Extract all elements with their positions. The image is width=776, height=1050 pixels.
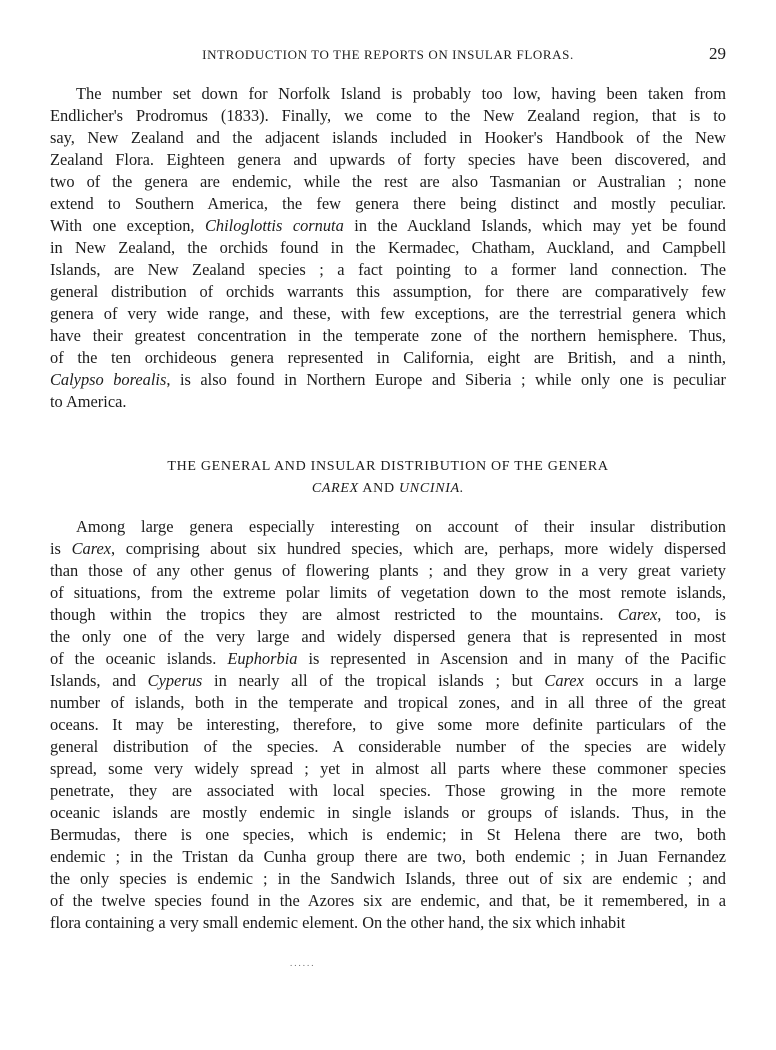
text-line: The number set down for Norfolk Island is probably too low, having been taken from: [76, 84, 726, 103]
heading-and: AND: [358, 481, 399, 496]
text-segment: though within the tropics they are almost restricted to the mountains.: [50, 605, 618, 624]
genus-carex-heading: CAREX: [311, 481, 359, 496]
italic-term: Carex: [71, 539, 112, 558]
italic-term: Euphorbia: [227, 649, 298, 668]
text-line: oceans. It may be interesting, therefore, to give some more definite particulars of the: [50, 715, 726, 734]
text-line: number of islands, both in the temperate and tropical zones, and in all three of the great: [50, 693, 726, 712]
text-line: of situations, from the extreme polar limits of vegetation down to the most remote islands,: [50, 583, 726, 602]
italic-term: Carex: [617, 605, 658, 624]
text-segment: , too, is: [657, 605, 726, 624]
text-line: Zealand Flora. Eighteen genera and upwards of forty species have been discovered, and: [50, 150, 726, 169]
section-heading-line2: [50, 478, 726, 500]
page-number: 29: [709, 44, 726, 63]
text-line: extend to Southern America, the few genera there being distinct and mostly peculiar.: [50, 194, 726, 213]
text-line: [50, 648, 726, 670]
running-head: [50, 44, 726, 66]
text-line: the only species is endemic ; in the Sandwich Islands, three out of six are endemic ; and: [50, 869, 726, 888]
italic-term: Calypso borealis: [50, 370, 167, 389]
text-line: Among large genera especially interesting on account of their insular distribution: [76, 517, 726, 536]
page: [50, 0, 726, 1050]
text-line: [50, 369, 726, 391]
text-line: [50, 215, 726, 237]
text-line: endemic ; in the Tristan da Cunha group there are two, both endemic ; in Juan Fernandez: [50, 847, 726, 866]
text-line: Endlicher's Prodromus (1833). Finally, we come to the New Zealand region, that is to: [50, 106, 726, 125]
text-line: [50, 604, 726, 626]
text-line: Bermudas, there is one species, which is endemic; in St Helena there are two, both: [50, 825, 726, 844]
italic-term: Carex: [544, 671, 584, 690]
italic-term: Cyperus: [147, 671, 203, 690]
paragraph-orchids: [50, 83, 726, 413]
section-heading-line1: THE GENERAL AND INSULAR DISTRIBUTION OF THE GENERA: [167, 459, 609, 474]
paragraph-carex: [50, 516, 726, 934]
text-segment: is: [50, 539, 72, 558]
text-segment: , comprising about six hundred species, which are, perhaps, more widely dispersed: [111, 539, 727, 558]
text-segment: , is also found in Northern Europe and Siberia ; while only one is peculiar: [166, 370, 726, 389]
genus-uncinia-heading: UNCINIA.: [399, 481, 465, 496]
text-segment: of the oceanic islands.: [50, 649, 228, 668]
text-line: penetrate, they are associated with local species. Those growing in the more remote: [50, 781, 726, 800]
italic-term: Chiloglottis cornuta: [204, 216, 344, 235]
text-line: than those of any other genus of flowering plants ; and they grow in a very great variety: [50, 561, 726, 580]
text-segment: occurs in a large: [583, 671, 727, 690]
text-line: of the ten orchideous genera represented in California, eight are British, and a ninth,: [50, 348, 726, 367]
text-segment: in the Auckland Islands, which may yet be found: [343, 216, 726, 235]
text-segment: is represented in Ascension and in many of the Pacific: [297, 649, 726, 668]
text-line: oceanic islands are mostly endemic in single islands or groups of islands. Thus, in the: [50, 803, 726, 822]
text-line: say, New Zealand and the adjacent islands included in Hooker's Handbook of the New: [50, 128, 726, 147]
text-line: general distribution of the species. A considerable number of the species are widely: [50, 737, 726, 756]
text-line: spread, some very widely spread ; yet in almost all parts where these commoner species: [50, 759, 726, 778]
text-line: [50, 538, 726, 560]
text-line: of the twelve species found in the Azores six are endemic, and that, be it remembered, in a: [50, 891, 726, 910]
text-segment: in nearly all of the tropical islands ; but: [202, 671, 545, 690]
text-line: the only one of the very large and widely dispersed genera that is represented in most: [50, 627, 726, 646]
text-line: two of the genera are endemic, while the rest are also Tasmanian or Australian ; none: [50, 172, 726, 191]
text-line: general distribution of orchids warrants this assumption, for there are comparatively few: [50, 282, 726, 301]
footer-mark: ......: [290, 958, 316, 968]
text-line: [50, 670, 726, 692]
text-line: in New Zealand, the orchids found in the Kermadec, Chatham, Auckland, and Campbell: [50, 238, 726, 257]
text-line: genera of very wide range, and these, with few exceptions, are the terrestrial genera which: [50, 304, 726, 323]
text-line: to America.: [50, 392, 127, 411]
text-segment: Islands, and: [50, 671, 148, 690]
text-line: flora containing a very small endemic element. On the other hand, the six which inhabit: [50, 913, 626, 932]
text-line: Islands, are New Zealand species ; a fact pointing to a former land connection. The: [50, 260, 726, 279]
text-line: have their greatest concentration in the temperate zone of the northern hemisphere. Thus,: [50, 326, 726, 345]
text-segment: With one exception,: [50, 216, 205, 235]
running-title: INTRODUCTION TO THE REPORTS ON INSULAR FLORAS.: [202, 47, 574, 62]
